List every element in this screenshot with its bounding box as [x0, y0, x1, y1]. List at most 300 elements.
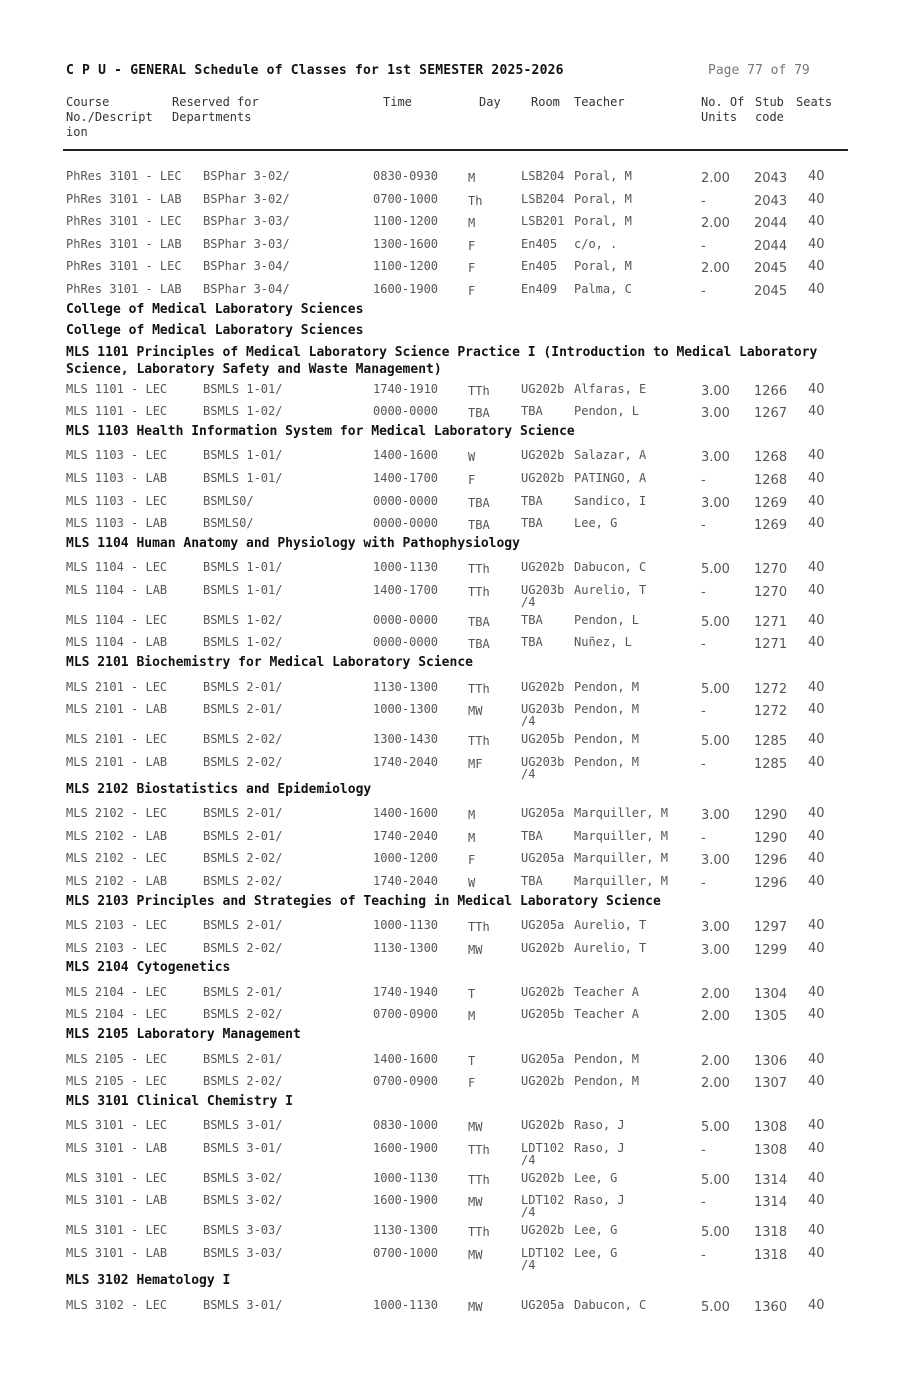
cell-time: 1000-1200	[373, 851, 439, 866]
cell-seats: 40	[808, 1051, 825, 1067]
course-title: MLS 3102 Hematology I	[66, 1273, 231, 1288]
cell-room-continued: /4	[521, 1258, 536, 1272]
cell-day: M	[468, 808, 476, 823]
cell-units: -	[701, 238, 706, 254]
cell-time: 1740-2040	[373, 874, 439, 888]
cell-stub: 1269	[754, 518, 788, 534]
cell-time: 1300-1430	[373, 732, 439, 747]
cell-day: F	[468, 261, 476, 276]
cell-stub: 1314	[754, 1172, 788, 1188]
cell-seats: 40	[808, 169, 825, 184]
cell-teacher: PATINGO, A	[574, 470, 647, 485]
cell-room: En405	[521, 259, 558, 274]
cell-course: PhRes 3101 - LEC	[66, 214, 182, 229]
college-heading: College of Medical Laboratory Sciences	[66, 323, 364, 339]
cell-room: UG205a	[521, 851, 565, 866]
course-title: MLS 1101 Principles of Medical Laboratory Science Practice I (Introduction to Medical Laboratory Science, Laboratory Safety and Waste Management)	[66, 344, 818, 377]
cell-teacher: Raso, J	[574, 1193, 625, 1208]
cell-seats: 40	[808, 612, 825, 628]
cell-seats: 40	[808, 259, 825, 275]
cell-stub: 1308	[754, 1120, 788, 1136]
cell-stub: 1271	[754, 637, 788, 653]
cell-dept: BSMLS 3-03/	[203, 1223, 283, 1238]
cell-room: En405	[521, 236, 558, 251]
course-title: MLS 2105 Laboratory Management	[66, 1027, 301, 1042]
cell-seats: 40	[808, 582, 825, 598]
cell-day: MW	[468, 942, 483, 957]
cell-time: 1000-1130	[373, 918, 439, 933]
cell-units: 3.00	[701, 808, 730, 824]
cell-seats: 40	[808, 214, 825, 230]
cell-dept: BSMLS 3-02/	[203, 1170, 283, 1185]
cell-day: F	[468, 1076, 476, 1091]
cell-course: MLS 1101 - LEC	[66, 381, 168, 396]
cell-time: 1130-1300	[373, 1223, 439, 1238]
cell-units: 2.00	[701, 1076, 730, 1092]
cell-time: 1300-1600	[373, 236, 439, 251]
cell-stub: 2045	[754, 284, 788, 299]
cell-stub: 1299	[754, 942, 788, 958]
cell-day: F	[468, 853, 476, 868]
cell-course: MLS 1101 - LEC	[66, 404, 168, 419]
cell-course: MLS 1104 - LAB	[66, 582, 168, 597]
cell-day: Th	[468, 193, 483, 208]
cell-units: -	[701, 830, 706, 846]
cell-dept: BSPhar 3-02/	[203, 191, 290, 206]
cell-dept: BSMLS 2-01/	[203, 918, 283, 933]
cell-units: 3.00	[701, 450, 730, 466]
course-title: MLS 2103 Principles and Strategies of Teaching in Medical Laboratory Science	[66, 893, 661, 909]
cell-day: M	[468, 830, 476, 845]
cell-seats: 40	[808, 1118, 825, 1134]
cell-stub: 1285	[754, 734, 788, 750]
cell-room: UG202b	[521, 679, 565, 694]
column-header-seats: Seats	[796, 95, 833, 109]
cell-course: MLS 2105 - LEC	[66, 1051, 168, 1066]
cell-units: 2.00	[701, 986, 730, 1002]
cell-time: 1400-1700	[373, 470, 439, 485]
cell-course: PhRes 3101 - LEC	[66, 169, 182, 183]
cell-stub: 1290	[754, 830, 788, 846]
cell-room: UG205a	[521, 1051, 565, 1066]
cell-dept: BSMLS 3-03/	[203, 1246, 283, 1260]
cell-dept: BSMLS 3-01/	[203, 1118, 283, 1133]
cell-course: MLS 2103 - LEC	[66, 940, 168, 955]
cell-day: F	[468, 472, 476, 487]
cell-course: MLS 1103 - LEC	[66, 448, 168, 463]
cell-room: UG202b	[521, 984, 565, 999]
cell-units: -	[701, 876, 706, 891]
cell-room: UG202b	[521, 1170, 565, 1185]
cell-course: MLS 1103 - LAB	[66, 516, 168, 531]
cell-seats: 40	[808, 1074, 825, 1090]
cell-teacher: Poral, M	[574, 191, 632, 206]
cell-room: En409	[521, 282, 558, 296]
cell-course: MLS 1103 - LAB	[66, 470, 168, 485]
cell-teacher: Dabucon, C	[574, 1297, 647, 1312]
cell-course: MLS 1104 - LEC	[66, 560, 168, 575]
cell-dept: BSPhar 3-04/	[203, 259, 290, 274]
cell-time: 0700-0900	[373, 1007, 439, 1022]
course-title: MLS 2104 Cytogenetics	[66, 960, 231, 976]
cell-time: 0700-1000	[373, 191, 439, 206]
cell-time: 1130-1300	[373, 940, 439, 955]
cell-day: T	[468, 986, 476, 1001]
cell-teacher: Marquiller, M	[574, 851, 668, 866]
cell-day: MW	[468, 1195, 483, 1210]
course-title: MLS 3101 Clinical Chemistry I	[66, 1093, 293, 1109]
cell-room: UG202b	[521, 1074, 565, 1089]
cell-units: 2.00	[701, 216, 730, 232]
cell-time: 1000-1130	[373, 560, 439, 575]
cell-units: -	[701, 193, 706, 209]
cell-stub: 1297	[754, 920, 788, 936]
cell-units: 2.00	[701, 171, 730, 186]
cell-units: 2.00	[701, 1053, 730, 1069]
cell-seats: 40	[808, 1297, 825, 1313]
cell-room: TBA	[521, 612, 543, 627]
cell-seats: 40	[808, 470, 825, 486]
cell-course: MLS 2101 - LAB	[66, 702, 168, 717]
cell-room: UG202b	[521, 470, 565, 485]
cell-stub: 1296	[754, 876, 788, 891]
cell-time: 0830-1000	[373, 1118, 439, 1133]
cell-time: 1600-1900	[373, 1140, 439, 1155]
cell-seats: 40	[808, 516, 825, 532]
cell-time: 1400-1600	[373, 448, 439, 463]
cell-teacher: Pendon, M	[574, 754, 640, 769]
cell-seats: 40	[808, 448, 825, 464]
cell-room: TBA	[521, 635, 543, 650]
cell-teacher: Raso, J	[574, 1118, 625, 1133]
cell-stub: 1296	[754, 853, 788, 869]
cell-day: W	[468, 876, 476, 890]
cell-dept: BSMLS 2-01/	[203, 1051, 283, 1066]
cell-teacher: Pendon, M	[574, 679, 640, 694]
cell-time: 1130-1300	[373, 679, 439, 694]
cell-course: MLS 2101 - LEC	[66, 732, 168, 747]
cell-seats: 40	[808, 1193, 825, 1209]
cell-units: 3.00	[701, 495, 730, 511]
cell-time: 1000-1300	[373, 702, 439, 717]
cell-course: MLS 1103 - LEC	[66, 493, 168, 508]
page-title: C P U - GENERAL Schedule of Classes for 1st SEMESTER 2025-2026	[66, 63, 564, 78]
cell-teacher: Aurelio, T	[574, 582, 647, 597]
page-number: Page 77 of 79	[708, 63, 810, 78]
cell-seats: 40	[808, 679, 825, 695]
cell-dept: BSMLS 2-01/	[203, 806, 283, 821]
cell-teacher: Poral, M	[574, 259, 632, 274]
cell-time: 0700-1000	[373, 1246, 439, 1260]
cell-units: -	[701, 756, 706, 772]
cell-dept: BSMLS 2-01/	[203, 679, 283, 694]
cell-teacher: Pendon, L	[574, 612, 640, 627]
cell-teacher: Teacher A	[574, 1007, 640, 1022]
course-title: MLS 1104 Human Anatomy and Physiology with Pathophysiology	[66, 535, 520, 551]
cell-teacher: Marquiller, M	[574, 828, 668, 843]
cell-course: MLS 2102 - LEC	[66, 851, 168, 866]
college-heading: College of Medical Laboratory Sciences	[66, 301, 364, 317]
cell-seats: 40	[808, 282, 825, 297]
cell-room-continued: /4	[521, 1205, 536, 1220]
cell-course: MLS 2105 - LEC	[66, 1074, 168, 1089]
cell-day: TBA	[468, 518, 490, 533]
cell-day: W	[468, 450, 476, 465]
cell-room: UG202b	[521, 448, 565, 463]
cell-course: MLS 2102 - LEC	[66, 806, 168, 821]
cell-day: M	[468, 216, 476, 231]
cell-units: 5.00	[701, 681, 730, 697]
cell-room: LDT102	[521, 1193, 565, 1208]
cell-room: LSB204	[521, 191, 565, 206]
cell-teacher: Sandico, I	[574, 493, 647, 508]
cell-room: UG202b	[521, 940, 565, 955]
cell-stub: 1318	[754, 1225, 788, 1241]
cell-seats: 40	[808, 806, 825, 822]
cell-dept: BSPhar 3-02/	[203, 169, 290, 183]
cell-seats: 40	[808, 1223, 825, 1239]
cell-room: UG203b	[521, 754, 565, 769]
course-title: MLS 1103 Health Information System for Medical Laboratory Science	[66, 423, 575, 439]
cell-dept: BSMLS0/	[203, 493, 254, 508]
cell-stub: 1266	[754, 383, 788, 399]
cell-room: UG202b	[521, 1118, 565, 1133]
cell-day: TTh	[468, 1172, 490, 1187]
cell-stub: 1272	[754, 704, 788, 720]
cell-teacher: Lee, G	[574, 1223, 618, 1238]
cell-dept: BSMLS 1-01/	[203, 381, 283, 396]
cell-stub: 1270	[754, 584, 788, 600]
cell-seats: 40	[808, 702, 825, 718]
cell-room: TBA	[521, 516, 543, 531]
column-header-units: No. Of Units	[701, 95, 745, 124]
cell-teacher: Dabucon, C	[574, 560, 647, 575]
cell-units: 2.00	[701, 1009, 730, 1025]
cell-teacher: Poral, M	[574, 214, 632, 229]
cell-seats: 40	[808, 828, 825, 844]
cell-teacher: Nuñez, L	[574, 635, 632, 650]
cell-seats: 40	[808, 560, 825, 576]
cell-units: 3.00	[701, 406, 730, 422]
cell-day: MW	[468, 1120, 483, 1135]
cell-units: -	[701, 472, 706, 488]
cell-time: 1400-1700	[373, 582, 439, 597]
cell-course: MLS 3101 - LEC	[66, 1170, 168, 1185]
cell-teacher: Alfaras, E	[574, 381, 647, 396]
cell-seats: 40	[808, 874, 825, 889]
cell-day: F	[468, 284, 476, 298]
cell-course: MLS 3102 - LEC	[66, 1297, 168, 1312]
column-header-teacher: Teacher	[574, 95, 625, 109]
cell-teacher: Pendon, M	[574, 732, 640, 747]
cell-stub: 1271	[754, 614, 788, 630]
course-title: MLS 2102 Biostatistics and Epidemiology	[66, 781, 372, 797]
cell-dept: BSMLS 3-01/	[203, 1297, 283, 1312]
cell-units: 5.00	[701, 1225, 730, 1241]
cell-day: TBA	[468, 495, 490, 510]
cell-teacher: Marquiller, M	[574, 806, 668, 821]
cell-seats: 40	[808, 1170, 825, 1186]
cell-units: 5.00	[701, 614, 730, 630]
cell-room: LDT102	[521, 1246, 565, 1260]
cell-seats: 40	[808, 940, 825, 956]
cell-stub: 1270	[754, 562, 788, 578]
cell-stub: 2045	[754, 261, 788, 277]
cell-dept: BSMLS 1-02/	[203, 612, 283, 627]
cell-time: 1600-1900	[373, 1193, 439, 1208]
cell-units: 3.00	[701, 942, 730, 958]
cell-day: MW	[468, 704, 483, 719]
cell-time: 1600-1900	[373, 282, 439, 296]
cell-stub: 1267	[754, 406, 788, 422]
cell-day: MW	[468, 1248, 483, 1262]
cell-room: TBA	[521, 493, 543, 508]
cell-course: MLS 2102 - LAB	[66, 828, 168, 843]
cell-room: UG205b	[521, 732, 565, 747]
cell-time: 0000-0000	[373, 404, 439, 419]
column-header-reserved-for: Reserved for Departments	[172, 95, 259, 124]
cell-dept: BSMLS 2-02/	[203, 874, 283, 888]
cell-seats: 40	[808, 635, 825, 651]
cell-teacher: c/o, .	[574, 236, 618, 251]
cell-stub: 1290	[754, 808, 788, 824]
cell-day: T	[468, 1053, 476, 1068]
cell-seats: 40	[808, 191, 825, 207]
cell-day: TTh	[468, 920, 490, 935]
cell-day: M	[468, 171, 476, 185]
cell-dept: BSMLS 2-02/	[203, 754, 283, 769]
cell-dept: BSMLS 2-01/	[203, 702, 283, 717]
cell-course: MLS 2104 - LEC	[66, 1007, 168, 1022]
cell-room-continued: /4	[521, 1152, 536, 1167]
cell-dept: BSMLS 2-02/	[203, 1074, 283, 1089]
cell-seats: 40	[808, 732, 825, 748]
cell-teacher: Lee, G	[574, 516, 618, 531]
column-header-time: Time	[383, 95, 412, 109]
cell-teacher: Marquiller, M	[574, 874, 668, 888]
cell-units: 5.00	[701, 562, 730, 578]
cell-stub: 2043	[754, 193, 788, 209]
cell-teacher: Pendon, M	[574, 1051, 640, 1066]
cell-course: MLS 1104 - LAB	[66, 635, 168, 650]
cell-course: PhRes 3101 - LAB	[66, 236, 182, 251]
cell-stub: 2044	[754, 238, 788, 254]
cell-day: TTh	[468, 584, 490, 599]
cell-teacher: Aurelio, T	[574, 918, 647, 933]
cell-time: 0000-0000	[373, 516, 439, 531]
cell-units: -	[701, 704, 706, 720]
cell-seats: 40	[808, 1140, 825, 1156]
cell-dept: BSPhar 3-04/	[203, 282, 290, 296]
cell-teacher: Pendon, M	[574, 1074, 640, 1089]
cell-time: 1400-1600	[373, 806, 439, 821]
cell-stub: 1305	[754, 1009, 788, 1025]
cell-day: MW	[468, 1299, 483, 1314]
cell-room: LDT102	[521, 1140, 565, 1155]
cell-seats: 40	[808, 236, 825, 252]
cell-course: MLS 2104 - LEC	[66, 984, 168, 999]
course-title: MLS 2101 Biochemistry for Medical Laboratory Science	[66, 655, 473, 670]
cell-room: UG203b	[521, 582, 565, 597]
cell-stub: 1304	[754, 986, 788, 1002]
cell-dept: BSMLS 2-01/	[203, 984, 283, 999]
cell-stub: 2043	[754, 171, 788, 186]
cell-units: -	[701, 584, 706, 600]
cell-stub: 1308	[754, 1142, 788, 1158]
cell-room: UG205a	[521, 918, 565, 933]
cell-time: 1100-1200	[373, 214, 439, 229]
cell-day: M	[468, 1009, 476, 1024]
cell-dept: BSMLS 3-02/	[203, 1193, 283, 1208]
cell-day: TTh	[468, 1225, 490, 1240]
cell-day: TBA	[468, 637, 490, 652]
cell-course: MLS 2102 - LAB	[66, 874, 168, 888]
cell-teacher: Aurelio, T	[574, 940, 647, 955]
cell-time: 0000-0000	[373, 612, 439, 627]
cell-room: UG202b	[521, 1223, 565, 1238]
cell-room: TBA	[521, 828, 543, 843]
column-header-day: Day	[479, 95, 501, 109]
cell-room-continued: /4	[521, 766, 536, 781]
cell-stub: 1285	[754, 756, 788, 772]
cell-units: 3.00	[701, 853, 730, 869]
cell-stub: 1306	[754, 1053, 788, 1069]
column-header-room: Room	[531, 95, 560, 109]
cell-dept: BSMLS 2-02/	[203, 940, 283, 955]
cell-dept: BSPhar 3-03/	[203, 236, 290, 251]
cell-time: 1100-1200	[373, 259, 439, 274]
cell-course: MLS 2101 - LEC	[66, 679, 168, 694]
cell-room: TBA	[521, 874, 543, 888]
cell-units: -	[701, 1248, 706, 1263]
cell-course: MLS 3101 - LAB	[66, 1246, 168, 1260]
cell-units: 5.00	[701, 1120, 730, 1136]
cell-stub: 1360	[754, 1299, 788, 1315]
cell-seats: 40	[808, 381, 825, 397]
cell-units: -	[701, 1142, 706, 1158]
cell-course: MLS 3101 - LAB	[66, 1193, 168, 1208]
cell-stub: 2044	[754, 216, 788, 232]
cell-time: 0000-0000	[373, 635, 439, 650]
cell-teacher: Pendon, M	[574, 702, 640, 717]
cell-dept: BSMLS 1-01/	[203, 582, 283, 597]
cell-stub: 1268	[754, 450, 788, 466]
cell-time: 1740-2040	[373, 754, 439, 769]
cell-teacher: Lee, G	[574, 1170, 618, 1185]
cell-seats: 40	[808, 404, 825, 420]
cell-time: 1740-2040	[373, 828, 439, 843]
cell-units: 5.00	[701, 734, 730, 750]
cell-course: PhRes 3101 - LAB	[66, 282, 182, 296]
column-header-course: Course No./Descript ion	[66, 95, 153, 139]
cell-room-continued: /4	[521, 594, 536, 609]
cell-dept: BSMLS 2-02/	[203, 1007, 283, 1022]
cell-course: MLS 2101 - LAB	[66, 754, 168, 769]
cell-day: TTh	[468, 1142, 490, 1157]
cell-teacher: Palma, C	[574, 282, 632, 296]
cell-course: MLS 3101 - LEC	[66, 1223, 168, 1238]
cell-time: 1740-1940	[373, 984, 439, 999]
cell-dept: BSMLS 1-01/	[203, 560, 283, 575]
cell-course: MLS 3101 - LAB	[66, 1140, 168, 1155]
cell-time: 1740-1910	[373, 381, 439, 396]
cell-dept: BSMLS 1-02/	[203, 635, 283, 650]
cell-time: 1000-1130	[373, 1170, 439, 1185]
cell-seats: 40	[808, 984, 825, 1000]
cell-dept: BSMLS 2-02/	[203, 732, 283, 747]
cell-seats: 40	[808, 1246, 825, 1261]
cell-room-continued: /4	[521, 714, 536, 729]
